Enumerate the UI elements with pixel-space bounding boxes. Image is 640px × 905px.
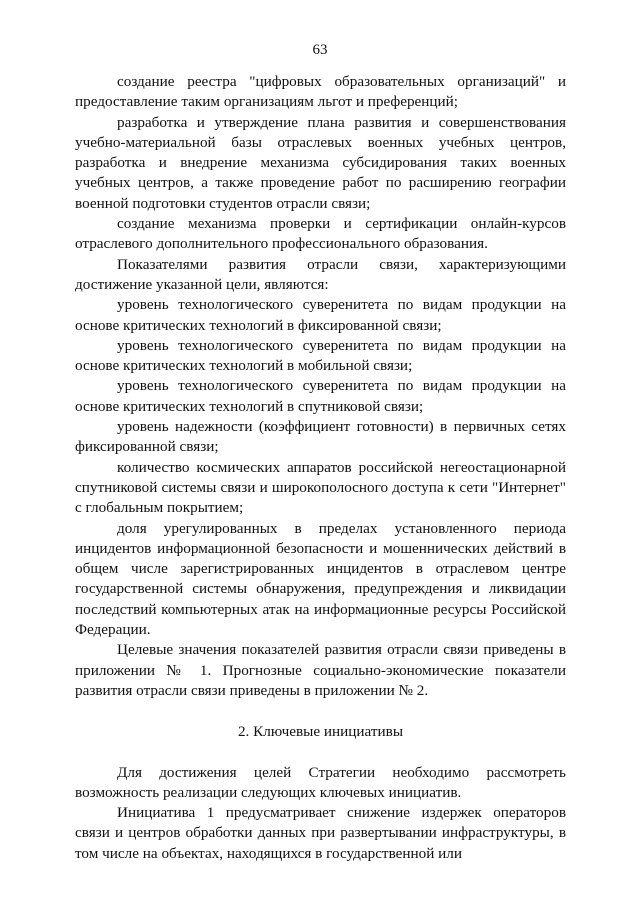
paragraph-spacecraft: количество космических аппаратов российской негеостационарной спутниковой системы связи и широкополосного доступа к сети "Интернет" с глобальным покрытием; (75, 458, 566, 517)
paragraph-sovereignty-satellite: уровень технологического суверенитета по видам продукции на основе критических технологий в спутниковой связи; (75, 377, 566, 415)
paragraph-sovereignty-fixed: уровень технологического суверенитета по видам продукции на основе критических технологий в фиксированной связи; (75, 296, 566, 334)
document-body (75, 72, 566, 864)
paragraph-registry: создание реестра "цифровых образовательных организаций" и предоставление таким организациям льгот и преференций; (75, 73, 566, 111)
paragraph-reliability: уровень надежности (коэффициент готовности) в первичных сетях фиксированной связи; (75, 418, 566, 456)
paragraph-initiatives-intro: Для достижения целей Стратегии необходимо рассмотреть возможность реализации следующих ключевых инициатив. (75, 763, 566, 801)
paragraph-incidents: доля урегулированных в пределах установленного периода инцидентов информационной безопасности и мошеннических действий в общем числе зарегистрированных инцидентов в отраслевом центре государственной системы обнаружения, предупреждения и ликвидации последствий компьютерных атак на информационные ресурсы Российской Федерации. (75, 519, 566, 639)
paragraph-target-values: Целевые значения показателей развития отрасли связи приведены в приложении № 1. Прогнозные социально-экономические показатели развития отрасли связи приведены в приложении № 2. (75, 641, 566, 699)
paragraph-military-centers: разработка и утверждение плана развития и совершенствования учебно-материальной базы отраслевых военных учебных центров, разработка и внедрение механизма субсидирования таких военных учебных центров, а также проведение работ по расширению географии военной подготовки студентов отрасли связи; (75, 113, 566, 212)
paragraph-indicators-intro: Показателями развития отрасли связи, характеризующими достижение указанной цели, являются: (75, 255, 566, 293)
paragraph-sovereignty-mobile: уровень технологического суверенитета по видам продукции на основе критических технологий в мобильной связи; (75, 336, 566, 375)
paragraph-initiative-1: Инициатива 1 предусматривает снижение издержек операторов связи и центров обработки данных при развертывании инфраструктуры, в том числе на объектах, находящихся в государственной или (75, 804, 566, 862)
page-number: 63 (312, 42, 328, 58)
section-heading: 2. Ключевые инициативы (237, 723, 404, 741)
paragraph-online-courses: создание механизма проверки и сертификации онлайн-курсов отраслевого дополнительного профессионального образования. (75, 215, 566, 253)
